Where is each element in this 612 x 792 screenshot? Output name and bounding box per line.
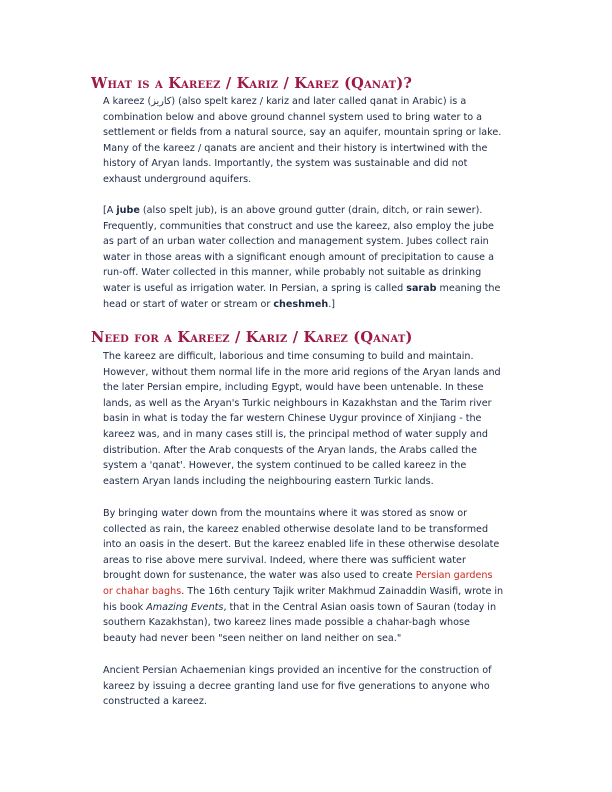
text-line: as part of an urban water collection and management system. Jubes collect rain bbox=[103, 236, 489, 248]
chahar-baghs-link[interactable]: or chahar baghs bbox=[103, 585, 182, 597]
text-line: the later Persian empire, including Egypt, would have been untenable. In these bbox=[103, 382, 484, 394]
text-line: distribution. After the Arab conquests of the Aryan lands, the Arabs called the bbox=[103, 444, 477, 456]
text-line: Many of the kareez / qanats are ancient and their history is intertwined with the bbox=[103, 142, 488, 154]
text-line: basin in what is today the far western Chinese Uygur province of Xinjiang - the bbox=[103, 413, 482, 425]
text-line: run-off. Water collected in this manner, while probably not suitable as drinking bbox=[103, 267, 482, 279]
text-line: [A jube (also spelt jub), is an above ground gutter (drain, ditch, or rain sewer). bbox=[103, 205, 483, 216]
paragraph-jube bbox=[103, 203, 523, 312]
text-line: combination below and above ground channel system used to bring water to a bbox=[103, 111, 483, 123]
section-heading-what-is-kareez: What is a Kareez / Kariz / Karez (Qanat)? bbox=[91, 75, 413, 92]
text-line: collected as rain, the kareez enabled otherwise desolate land to be transformed bbox=[103, 523, 489, 535]
text-line: head or start of water or stream or cheshmeh.] bbox=[103, 298, 336, 310]
text-line: exhaust underground aquifers. bbox=[103, 173, 252, 185]
text-line: By bringing water down from the mountains where it was stored as snow or bbox=[103, 508, 468, 519]
text-line: into an oasis in the desert. But the kareez enabled life in these otherwise desolate bbox=[103, 539, 500, 551]
book-title: Amazing Events bbox=[146, 601, 224, 613]
text-line: eastern Aryan lands including the neighbouring eastern Turkic lands. bbox=[103, 475, 434, 487]
text-line: or chahar baghs. The 16th century Tajik writer Makhmud Zainaddin Wasifi, wrote in bbox=[103, 585, 504, 597]
text-line: Ancient Persian Achaemenian kings provided an incentive for the construction of bbox=[103, 665, 492, 676]
text-line: A kareez (کاریز) (also spelt karez / kariz and later called qanat in Arabic) is a bbox=[103, 96, 467, 107]
text-line: lands, as well as the Aryan's Turkic neighbours in Kazakhstan and the Tarim river bbox=[103, 397, 492, 409]
text-line: However, without them normal life in the more arid regions of the Aryan lands and bbox=[103, 366, 501, 378]
text-line: The kareez are difficult, laborious and time consuming to build and maintain. bbox=[103, 351, 474, 362]
text-line: kareez by issuing a decree granting land use for five generations to anyone who bbox=[103, 680, 490, 692]
paragraph-oasis bbox=[103, 506, 523, 646]
persian-gardens-link[interactable]: Persian gardens bbox=[415, 570, 493, 582]
text-line: history of Aryan lands. Importantly, the system was sustainable and did not bbox=[103, 158, 468, 170]
text-line: his book Amazing Events, that in the Central Asian oasis town of Sauran (today in bbox=[103, 601, 497, 613]
text-line: kareez was, and in many cases still is, the principal method of water supply and bbox=[103, 428, 488, 440]
text-line: water is useful as irrigation water. In Persian, a spring is called sarab meaning the bbox=[103, 282, 501, 294]
term-sarab: sarab bbox=[406, 282, 437, 294]
text-line: settlement or fields from a natural source, say an aquifer, mountain spring or lake. bbox=[103, 127, 502, 139]
term-cheshmeh: cheshmeh bbox=[273, 298, 329, 310]
text-line: southern Kazakhstan), two kareez lines made possible a chahar-bagh whose bbox=[103, 617, 470, 629]
paragraph-need bbox=[103, 349, 523, 489]
paragraph-achaemenian bbox=[103, 663, 523, 710]
text-line: system a 'qanat'. However, the system continued to be called kareez in the bbox=[103, 460, 467, 472]
text-line: brought down for sustenance, the water was also used to create Persian gardens bbox=[103, 570, 493, 582]
text-line: Frequently, communities that construct and use the kareez, also employ the jube bbox=[103, 220, 494, 232]
text-line: beauty had never been "seen neither on land neither on sea." bbox=[103, 632, 402, 644]
text-line: constructed a kareez. bbox=[103, 696, 207, 708]
text-line: areas to rise above mere survival. Indeed, where there was sufficient water bbox=[103, 554, 466, 566]
paragraph-definition bbox=[103, 94, 523, 188]
text-line: water in those areas with a significant enough amount of precipitation to cause a bbox=[103, 251, 494, 263]
term-jube: jube bbox=[116, 205, 140, 216]
section-heading-need-for-kareez: Need for a Kareez / Kariz / Karez (Qanat) bbox=[91, 329, 413, 346]
